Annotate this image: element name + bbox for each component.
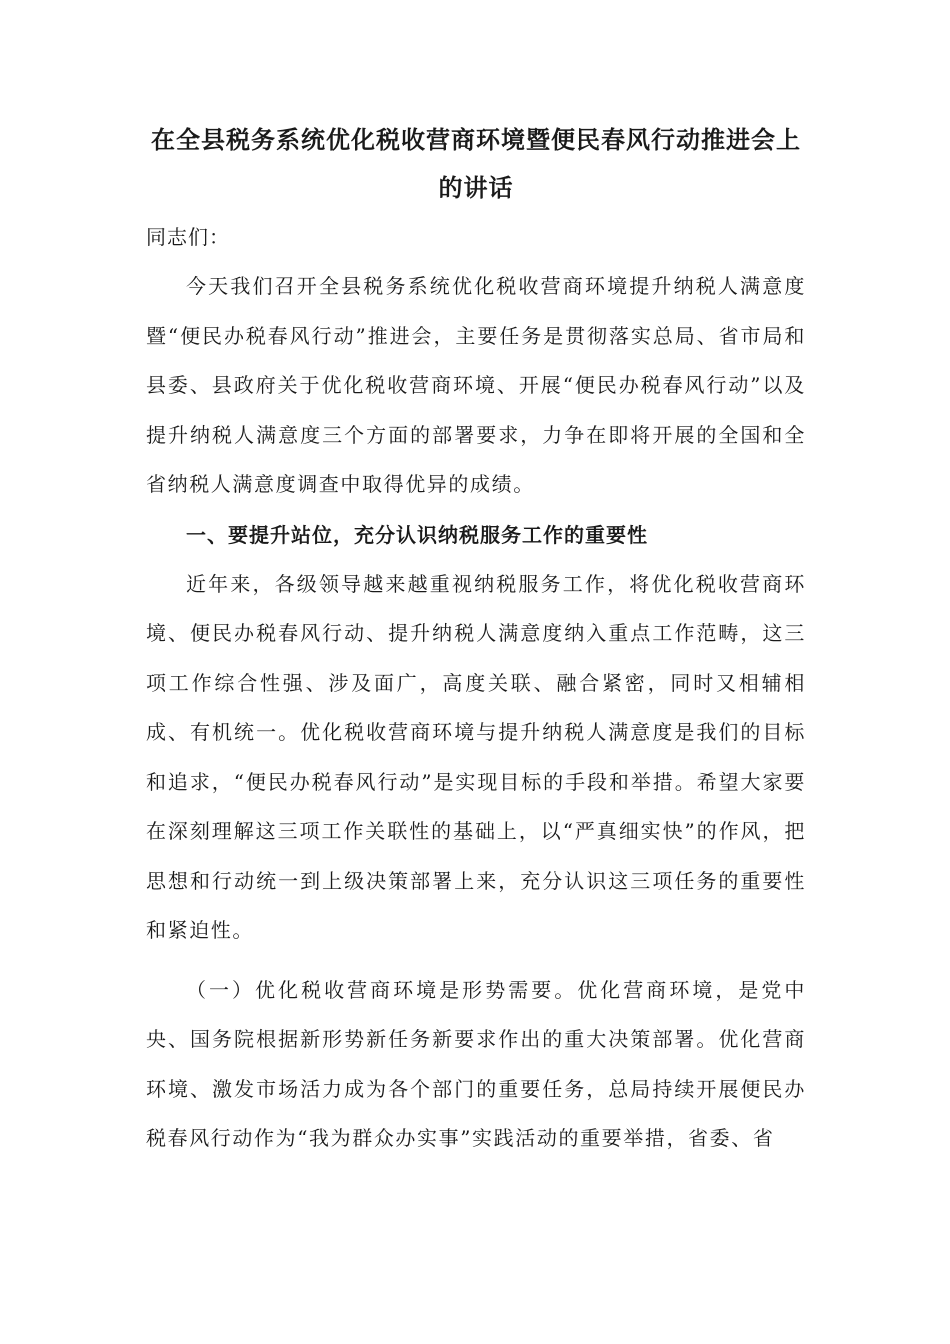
section-heading-1: 一、要提升站位，充分认识纳税服务工作的重要性: [186, 522, 648, 547]
salutation: 同志们：: [146, 225, 230, 249]
paragraph-gap: [146, 956, 806, 966]
paragraph-section-1: 近年来，各级领导越来越重视纳税服务工作，将优化税收营商环境、便民办税春风行动、提升纳税人满意度纳入重点工作范畴，这三项工作综合性强、涉及面广，高度关联、融合紧密，同时又相辅相成、有机统一。优化税收营商环境与提升纳税人满意度是我们的目标和追求，“便民办税春风行动”是实现目标的手段和举措。希望大家要在深刻理解这三项工作关联性的基础上，以“严真细实快”的作风，把思想和行动统一到上级决策部署上来，充分认识这三项任务的重要性和紧迫性。: [146, 571, 806, 942]
paragraph-subsection-1: （一）优化税收营商环境是形势需要。优化营商环境，是党中央、国务院根据新形势新任务新要求作出的重大决策部署。优化营商环境、激发市场活力成为各个部门的重要任务，总局持续开展便民办税春风行动作为“我为群众办实事”实践活动的重要举措，省委、省: [146, 977, 806, 1150]
paragraph-intro: 今天我们召开全县税务系统优化税收营商环境提升纳税人满意度暨“便民办税春风行动”推进会，主要任务是贯彻落实总局、省市局和县委、县政府关于优化税收营商环境、开展“便民办税春风行动”以及提升纳税人满意度三个方面的部署要求，力争在即将开展的全国和全省纳税人满意度调查中取得优异的成绩。: [146, 274, 806, 496]
document-page: [146, 116, 806, 1164]
document-title: 在全县税务系统优化税收营商环境暨便民春风行动推进会上的讲话: [151, 125, 801, 202]
